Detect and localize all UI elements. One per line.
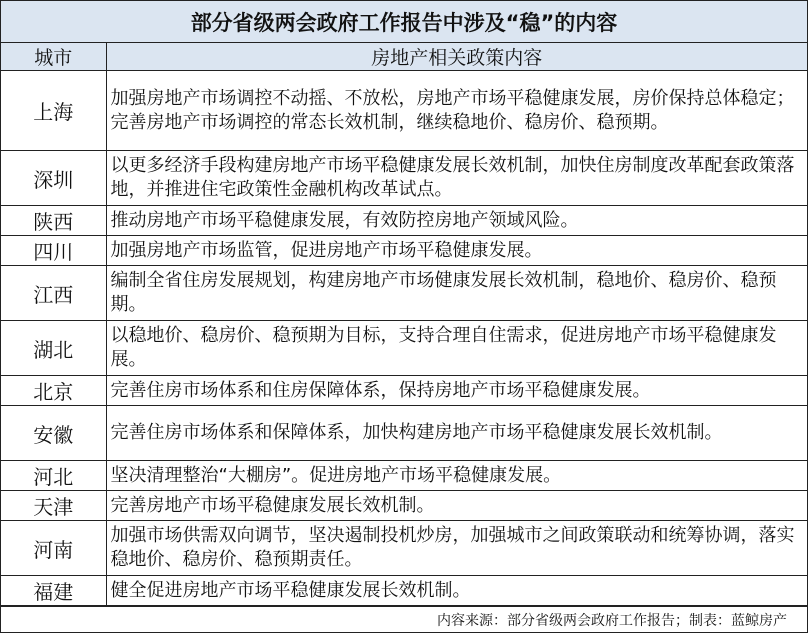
table-row	[1, 236, 807, 266]
city-cell: 河北	[1, 461, 106, 491]
table-row	[1, 206, 807, 236]
table-row	[1, 461, 807, 491]
table-row	[1, 576, 807, 606]
policy-cell: 加强市场供需双向调节，坚决遏制投机炒房，加强城市之间政策联动和统筹协调，落实稳地价、稳房价、稳预期责任。	[106, 521, 807, 576]
policy-cell: 坚决清理整治“大棚房”。促进房地产市场平稳健康发展。	[106, 461, 807, 491]
policy-cell: 以更多经济手段构建房地产市场平稳健康发展长效机制，加快住房制度改革配套政策落地，并推进住宅政策性金融机构改革试点。	[106, 151, 807, 206]
header-city: 城市	[1, 43, 106, 71]
policy-cell: 完善住房市场体系和住房保障体系，保持房地产市场平稳健康发展。	[106, 376, 807, 406]
policy-cell: 完善房地产市场平稳健康发展长效机制。	[106, 491, 807, 521]
table-row	[1, 376, 807, 406]
table-row	[1, 521, 807, 576]
city-cell: 江西	[1, 266, 106, 321]
city-cell: 湖北	[1, 321, 106, 376]
table-row	[1, 151, 807, 206]
table-row	[1, 491, 807, 521]
policy-cell: 推动房地产市场平稳健康发展，有效防控房地产领域风险。	[106, 206, 807, 236]
header-row	[1, 43, 807, 71]
policy-cell: 完善住房市场体系和保障体系，加快构建房地产市场平稳健康发展长效机制。	[106, 406, 807, 461]
table-row	[1, 266, 807, 321]
city-cell: 福建	[1, 576, 106, 606]
city-cell: 四川	[1, 236, 106, 266]
city-cell: 河南	[1, 521, 106, 576]
policy-cell: 编制全省住房发展规划，构建房地产市场健康发展长效机制，稳地价、稳房价、稳预期。	[106, 266, 807, 321]
table-title: 部分省级两会政府工作报告中涉及“稳”的内容	[1, 1, 807, 43]
table-row	[1, 321, 807, 376]
city-cell: 北京	[1, 376, 106, 406]
city-cell: 陕西	[1, 206, 106, 236]
source-note: 内容来源：部分省级两会政府工作报告；制表：蓝鲸房产	[1, 606, 807, 633]
policy-cell: 加强房地产市场调控不动摇、不放松，房地产市场平稳健康发展，房价保持总体稳定；完善房地产市场调控的常态长效机制，继续稳地价、稳房价、稳预期。	[106, 71, 807, 151]
city-cell: 深圳	[1, 151, 106, 206]
city-cell: 天津	[1, 491, 106, 521]
city-cell: 安徽	[1, 406, 106, 461]
policy-cell: 健全促进房地产市场平稳健康发展长效机制。	[106, 576, 807, 606]
city-cell: 上海	[1, 71, 106, 151]
table-row	[1, 71, 807, 151]
header-policy: 房地产相关政策内容	[106, 43, 807, 71]
policy-table	[1, 43, 807, 606]
policy-cell: 以稳地价、稳房价、稳预期为目标，支持合理自住需求，促进房地产市场平稳健康发展。	[106, 321, 807, 376]
policy-cell: 加强房地产市场监管，促进房地产市场平稳健康发展。	[106, 236, 807, 266]
table-row	[1, 406, 807, 461]
